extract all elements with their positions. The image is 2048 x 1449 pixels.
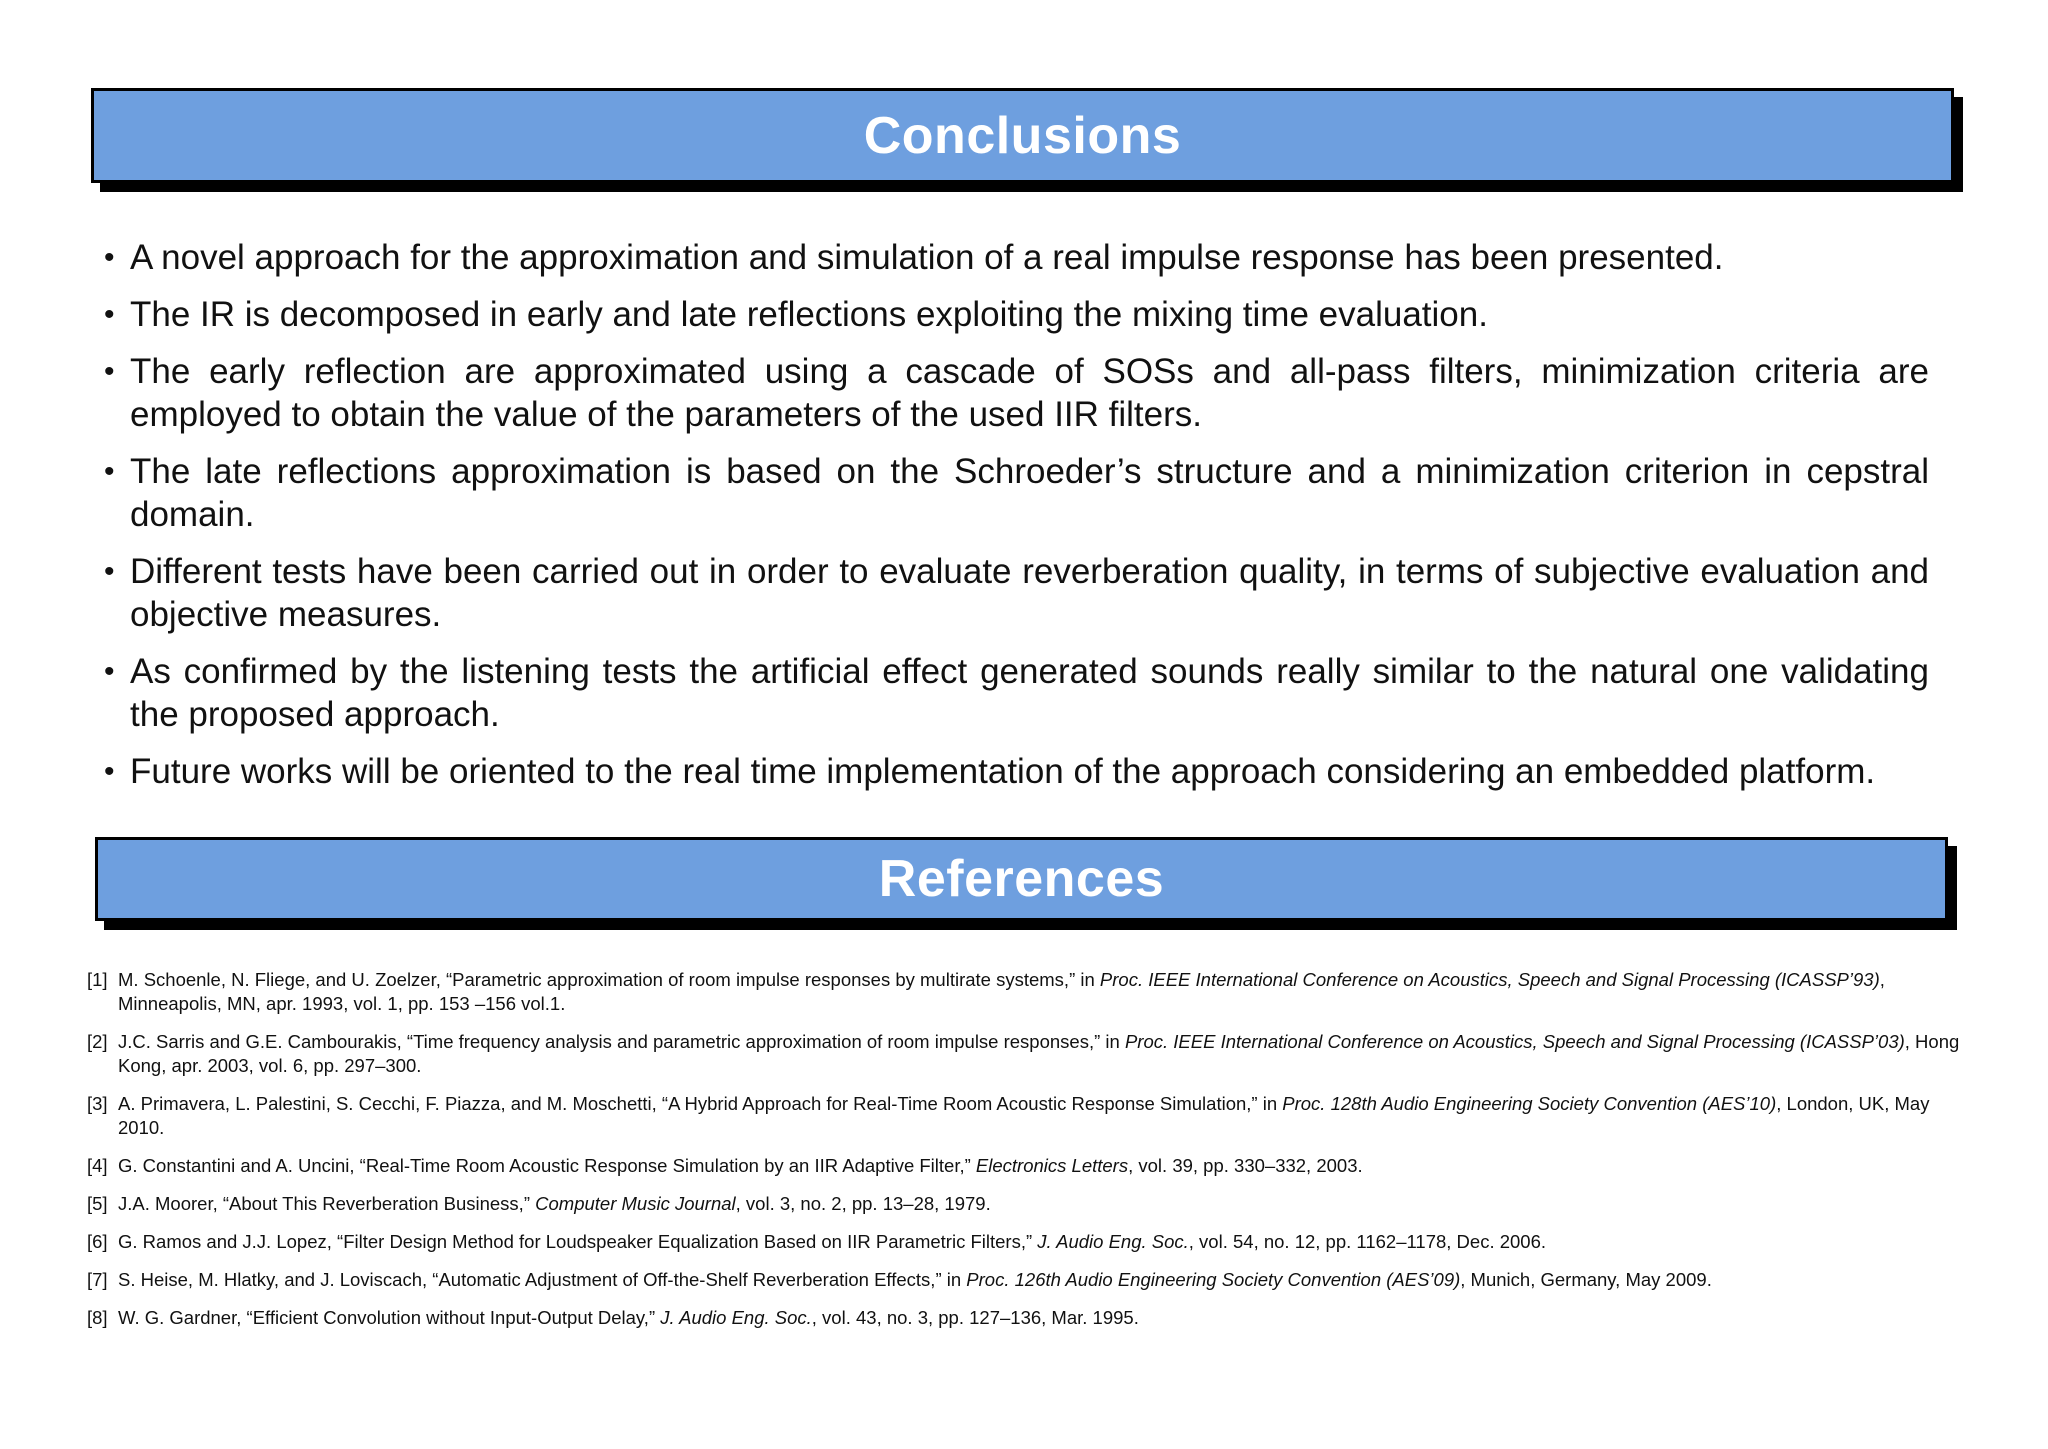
conclusions-header — [91, 88, 1954, 183]
reference-item: [8] W. G. Gardner, “Efficient Convolution without Input-Output Delay,” J. Audio Eng. Soc., vol. 43, no. 3, pp. 127–136, Mar. 1995. — [87, 1307, 1139, 1328]
reference-number: [4] — [87, 1155, 108, 1176]
reference-number: [3] — [87, 1093, 108, 1114]
bullet-icon: • — [104, 355, 115, 388]
reference-item: [7] S. Heise, M. Hlatky, and J. Loviscach, “Automatic Adjustment of Off-the-Shelf Reverberation Effects,” in Proc. 126th Audio Engineering Society Convention (AES’09), Munich, Germany, May 2009. — [87, 1269, 1712, 1290]
reference-item: [6] G. Ramos and J.J. Lopez, “Filter Design Method for Loudspeaker Equalization Based on IIR Parametric Filters,” J. Audio Eng. Soc., vol. 54, no. 12, pp. 1162–1178, Dec. 2006. — [87, 1231, 1547, 1252]
conclusion-item: • Future works will be oriented to the real time implementation of the approach considering an embedded platform. — [104, 752, 1876, 791]
reference-number: [1] — [87, 969, 108, 990]
reference-item: [1] M. Schoenle, N. Fliege, and U. Zoelzer, “Parametric approximation of room impulse responses by multirate systems,” in Proc. IEEE International Conference on Acoustics, Speech and Signal Processing (ICASSP’93), Minneapolis, MN, apr. 1993, vol. 1, pp. 153 –156 vol.1. — [87, 969, 1885, 1014]
bullet-icon: • — [104, 455, 115, 488]
conclusion-item: • A novel approach for the approximation and simulation of a real impulse response has been presented. — [104, 238, 1724, 277]
conclusions-title: Conclusions — [863, 106, 1182, 165]
reference-number: [2] — [87, 1031, 108, 1052]
bullet-icon: • — [104, 555, 115, 588]
conclusion-item: • The late reflections approximation is based on the Schroeder’s structure and a minimization criterion in cepstral domain. — [104, 452, 1929, 534]
reference-item: [4] G. Constantini and A. Uncini, “Real-Time Room Acoustic Response Simulation by an IIR Adaptive Filter,” Electronics Letters, vol. 39, pp. 330–332, 2003. — [87, 1155, 1363, 1176]
conclusion-item: • The early reflection are approximated using a cascade of SOSs and all-pass filters, minimization criteria are employed to obtain the value of the parameters of the used IIR filters. — [104, 352, 1929, 434]
bullet-icon: • — [104, 655, 115, 688]
conclusions-list — [104, 236, 1929, 807]
bullet-icon: • — [104, 755, 115, 788]
reference-item: [3] A. Primavera, L. Palestini, S. Cecchi, F. Piazza, and M. Moschetti, “A Hybrid Approach for Real-Time Room Acoustic Response Simulation,” in Proc. 128th Audio Engineering Society Convention (AES’10), London, UK, May 2010. — [87, 1093, 1930, 1138]
reference-number: [7] — [87, 1269, 108, 1290]
bullet-icon: • — [104, 298, 115, 331]
conclusion-item: • As confirmed by the listening tests the artificial effect generated sounds really similar to the natural one validating the proposed approach. — [104, 652, 1929, 734]
conclusion-item: • Different tests have been carried out in order to evaluate reverberation quality, in terms of subjective evaluation and objective measures. — [104, 552, 1929, 634]
reference-item: [2] J.C. Sarris and G.E. Cambourakis, “Time frequency analysis and parametric approximation of room impulse responses,” in Proc. IEEE International Conference on Acoustics, Speech and Signal Processing (ICASSP’03), Hong Kong, apr. 2003, vol. 6, pp. 297–300. — [87, 1031, 1960, 1076]
references-header — [95, 837, 1948, 921]
reference-number: [5] — [87, 1193, 108, 1214]
reference-item: [5] J.A. Moorer, “About This Reverberation Business,” Computer Music Journal, vol. 3, no. 2, pp. 13–28, 1979. — [87, 1193, 991, 1214]
reference-number: [6] — [87, 1231, 108, 1252]
references-title: References — [878, 850, 1165, 908]
bullet-icon: • — [104, 241, 115, 274]
reference-number: [8] — [87, 1307, 108, 1328]
conclusion-item: • The IR is decomposed in early and late reflections exploiting the mixing time evaluation. — [104, 295, 1488, 334]
references-list — [87, 968, 1967, 1344]
